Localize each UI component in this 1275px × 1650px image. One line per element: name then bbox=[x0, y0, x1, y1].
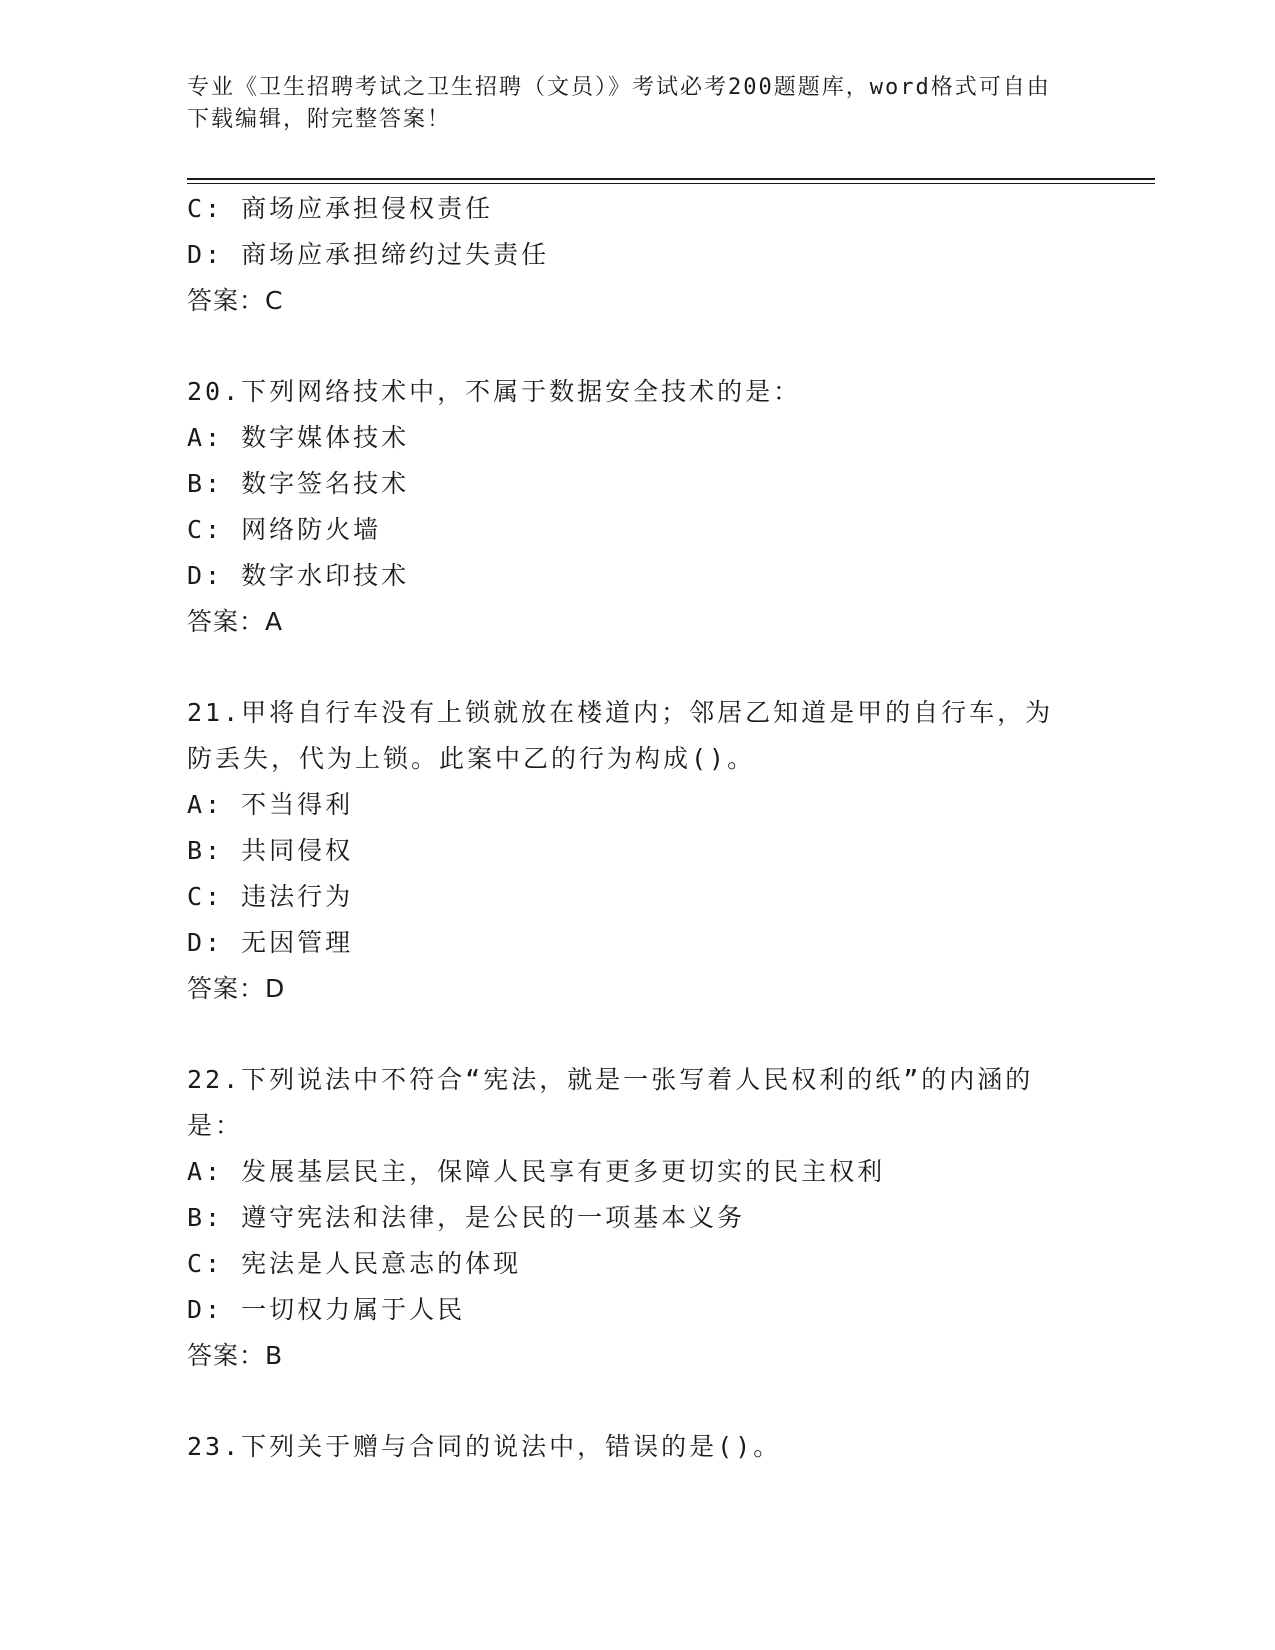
header-divider-thick bbox=[187, 178, 1155, 180]
question-19-continued bbox=[187, 186, 1087, 324]
option-c: C: 网络防火墙 bbox=[187, 515, 382, 544]
option-d: D: 数字水印技术 bbox=[187, 561, 410, 590]
option-d: D: 无因管理 bbox=[187, 928, 354, 957]
answer-line: 答案：C bbox=[187, 286, 284, 315]
question-stem: 23.下列关于赠与合同的说法中，错误的是()。 bbox=[187, 1432, 782, 1461]
option-d: D: 商场应承担缔约过失责任 bbox=[187, 240, 550, 269]
question-stem-line-1: 22.下列说法中不符合“宪法，就是一张写着人民权利的纸”的内涵的 bbox=[187, 1065, 1034, 1094]
question-stem-line-1: 21.甲将自行车没有上锁就放在楼道内；邻居乙知道是甲的自行车，为 bbox=[187, 698, 1054, 727]
question-stem-line-2: 是： bbox=[187, 1111, 244, 1140]
answer-line: 答案：A bbox=[187, 607, 284, 636]
answer-line: 答案：D bbox=[187, 974, 286, 1003]
option-c: C: 商场应承担侵权责任 bbox=[187, 194, 494, 223]
option-b: B: 遵守宪法和法律，是公民的一项基本义务 bbox=[187, 1203, 746, 1232]
option-a: A: 数字媒体技术 bbox=[187, 423, 410, 452]
document-header: 专业《卫生招聘考试之卫生招聘（文员）》考试必考200题题库，word格式可自由下载编辑，附完整答案！ bbox=[187, 75, 1051, 132]
question-list bbox=[187, 186, 1087, 1470]
answer-line: 答案：B bbox=[187, 1341, 284, 1370]
question-stem-line-2: 防丢失，代为上锁。此案中乙的行为构成()。 bbox=[187, 744, 756, 773]
question-20 bbox=[187, 369, 1087, 645]
header-divider-thin bbox=[187, 183, 1155, 184]
question-21 bbox=[187, 690, 1087, 1012]
question-23 bbox=[187, 1424, 1087, 1470]
option-c: C: 违法行为 bbox=[187, 882, 354, 911]
option-d: D: 一切权力属于人民 bbox=[187, 1295, 466, 1324]
question-stem: 20.下列网络技术中，不属于数据安全技术的是： bbox=[187, 377, 802, 406]
option-a: A: 不当得利 bbox=[187, 790, 354, 819]
option-b: B: 共同侵权 bbox=[187, 836, 354, 865]
question-22 bbox=[187, 1057, 1087, 1379]
option-a: A: 发展基层民主，保障人民享有更多更切实的民主权利 bbox=[187, 1157, 886, 1186]
option-c: C: 宪法是人民意志的体现 bbox=[187, 1249, 522, 1278]
option-b: B: 数字签名技术 bbox=[187, 469, 410, 498]
